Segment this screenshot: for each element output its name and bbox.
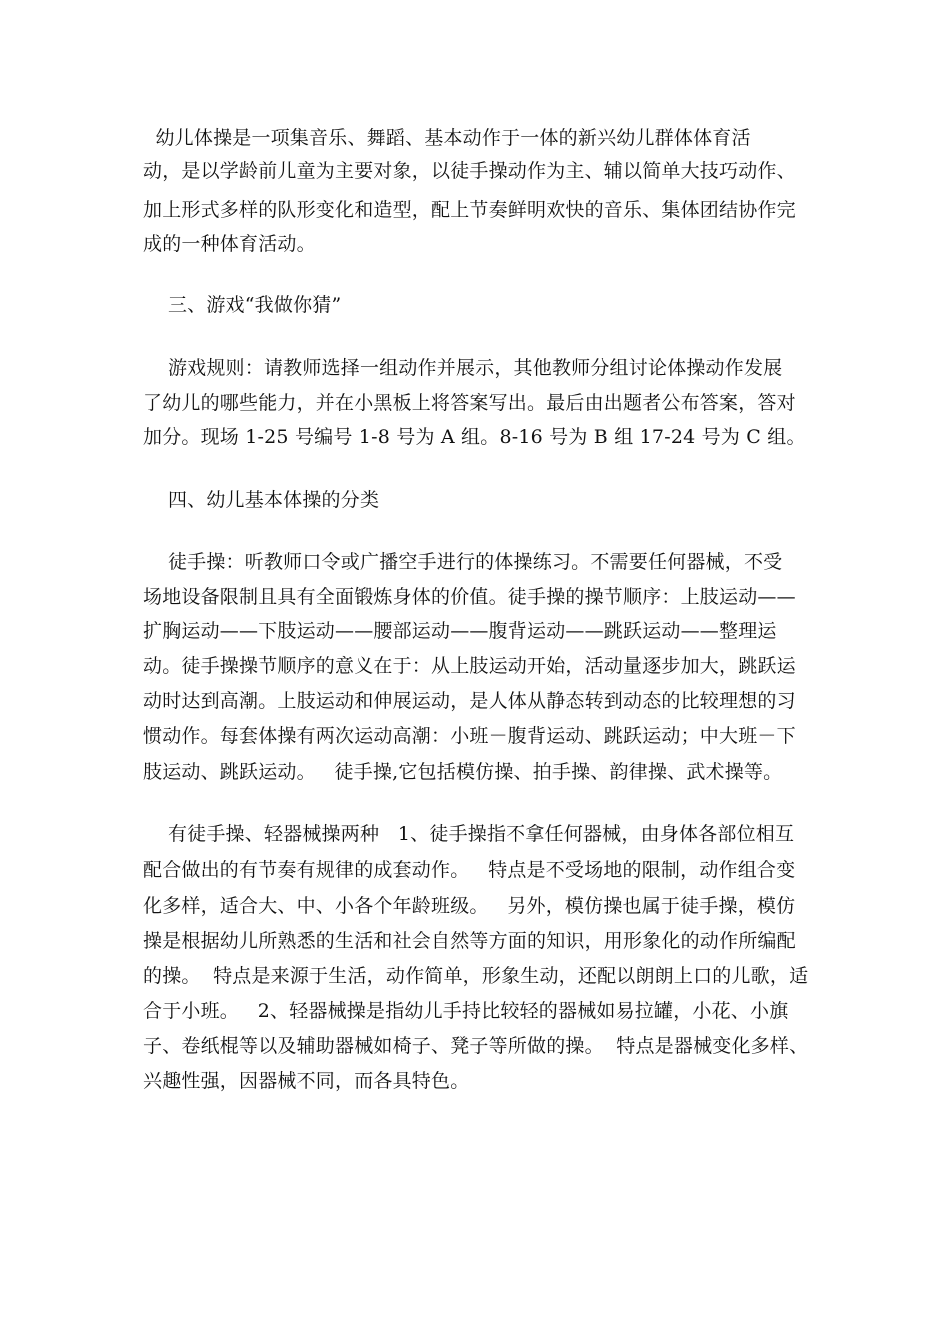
two-kinds-line-4: 操是根据幼儿所熟悉的生活和社会自然等方面的知识，用形象化的动作所编配 xyxy=(143,930,796,952)
section-heading-4: 四、幼儿基本体操的分类 xyxy=(143,489,380,511)
intro-line-4: 成的一种体育活动。 xyxy=(143,233,316,255)
game-rules-line-1: 游戏规则：请教师选择一组动作并展示，其他教师分组讨论体操动作发展 xyxy=(143,357,783,379)
freehand-line-5: 动时达到高潮。上肢运动和伸展运动，是人体从静态转到动态的比较理想的习 xyxy=(143,690,796,712)
freehand-line-3: 扩胸运动——下肢运动——腰部运动——腹背运动——跳跃运动——整理运 xyxy=(143,620,777,642)
two-kinds-line-8: 兴趣性强，因器械不同，而各具特色。 xyxy=(143,1070,470,1092)
section-heading-3: 三、游戏“我做你猜” xyxy=(143,294,342,316)
two-kinds-line-7: 子、卷纸棍等以及辅助器械如椅子、凳子等所做的操。 特点是器械变化多样、 xyxy=(143,1035,809,1057)
freehand-line-2: 场地设备限制且具有全面锻炼身体的价值。徒手操的操节顺序：上肢运动—— xyxy=(143,586,796,608)
freehand-line-4: 动。徒手操操节顺序的意义在于：从上肢运动开始，活动量逐步加大，跳跃运 xyxy=(143,655,796,677)
two-kinds-line-2: 配合做出的有节奏有规律的成套动作。 特点是不受场地的限制，动作组合变 xyxy=(143,859,796,881)
game-rules-line-3: 加分。现场 1-25 号编号 1-8 号为 A 组。8-16 号为 B 组 17-24 号为 C 组。 xyxy=(143,426,806,448)
two-kinds-line-5: 的操。 特点是来源于生活，动作简单，形象生动，还配以朗朗上口的儿歌，适 xyxy=(143,965,809,987)
intro-line-3: 加上形式多样的队形变化和造型，配上节奏鲜明欢快的音乐、集体团结协作完 xyxy=(143,199,796,221)
two-kinds-line-3: 化多样，适合大、中、小各个年龄班级。 另外，模仿操也属于徒手操，模仿 xyxy=(143,895,796,917)
intro-line-1: 幼儿体操是一项集音乐、舞蹈、基本动作于一体的新兴幼儿群体体育活 xyxy=(143,127,751,149)
game-rules-line-2: 了幼儿的哪些能力，并在小黑板上将答案写出。最后由出题者公布答案，答对 xyxy=(143,392,796,414)
freehand-line-7: 肢运动、跳跃运动。 徒手操,它包括模仿操、拍手操、韵律操、武术操等。 xyxy=(143,761,783,783)
intro-line-2: 动，是以学龄前儿童为主要对象，以徒手操动作为主、辅以简单大技巧动作、 xyxy=(143,160,796,182)
two-kinds-line-6: 合于小班。 2、轻器械操是指幼儿手持比较轻的器械如易拉罐，小花、小旗 xyxy=(143,1000,789,1022)
freehand-line-6: 惯动作。每套体操有两次运动高潮：小班－腹背运动、跳跃运动；中大班－下 xyxy=(143,725,796,747)
two-kinds-line-1: 有徒手操、轻器械操两种 1、徒手操指不拿任何器械，由身体各部位相互 xyxy=(143,823,795,845)
freehand-line-1: 徒手操：听教师口令或广播空手进行的体操练习。不需要任何器械，不受 xyxy=(143,551,783,573)
